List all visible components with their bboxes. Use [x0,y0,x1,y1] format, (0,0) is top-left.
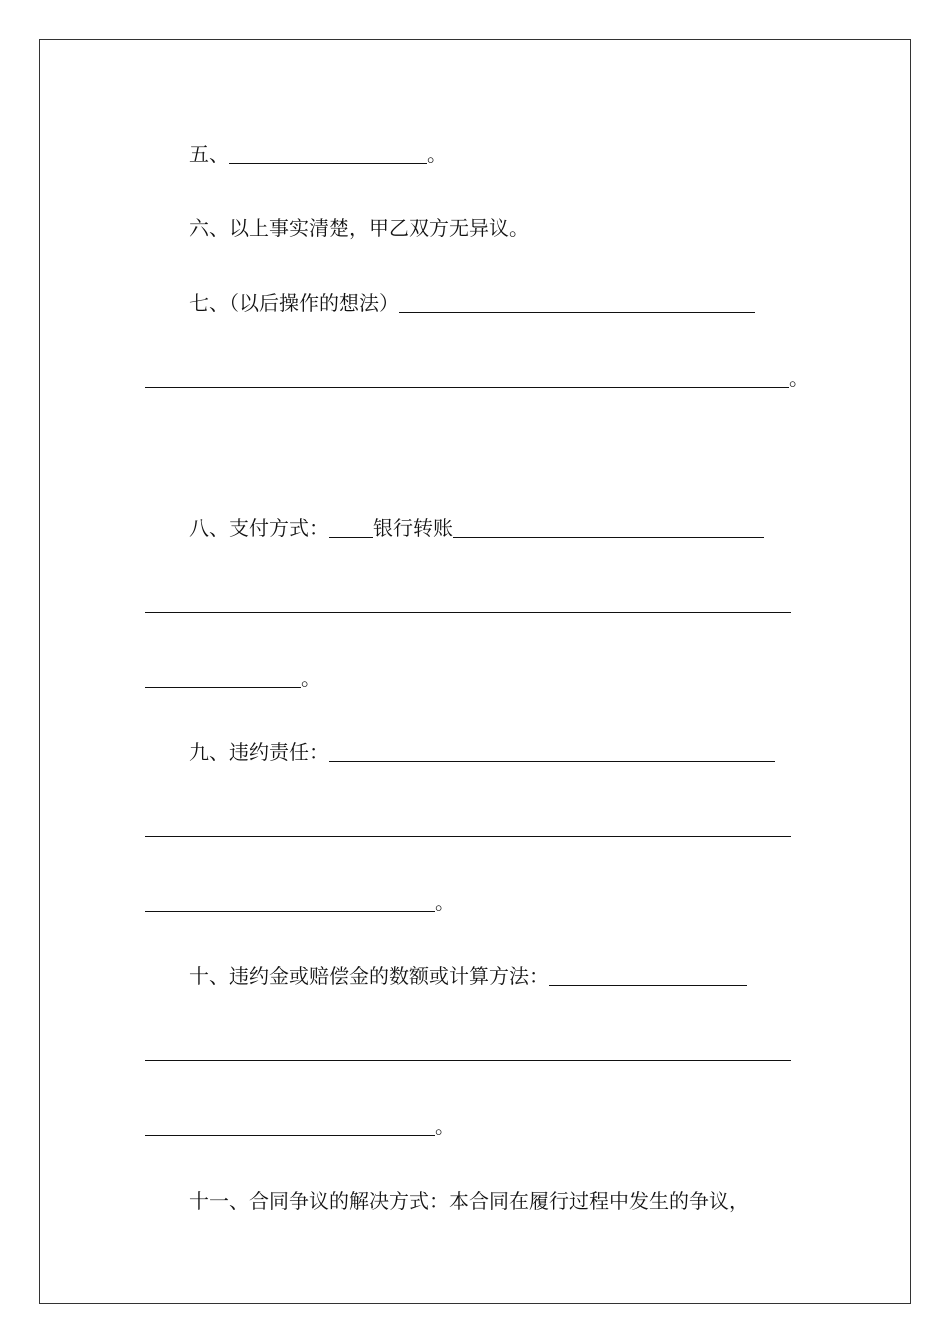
item-8-fill: 银行转账 [373,516,453,540]
item-7-end: 。 [789,366,809,390]
item-8-label: 八、支付方式： [189,516,329,540]
item-7-blank-1[interactable] [399,292,755,313]
item-10-line [189,958,747,988]
item-10-line-2 [145,1033,791,1063]
item-6-text: 六、以上事实清楚，甲乙双方无异议。 [189,216,529,240]
item-8-line-3 [145,660,321,690]
item-8-end: 。 [301,666,321,690]
item-5-end: 。 [427,142,447,166]
item-9-label: 九、违约责任： [189,740,329,764]
item-8-line-2 [145,585,791,615]
item-10-blank-3[interactable] [145,1115,435,1136]
item-9-blank-3[interactable] [145,891,435,912]
item-7-line [189,285,755,315]
item-11-line [189,1183,749,1213]
item-9-line [189,734,775,764]
item-5-blank[interactable] [229,143,427,164]
item-8-blank-1[interactable] [453,517,764,538]
item-11-text: 十一、合同争议的解决方式：本合同在履行过程中发生的争议， [189,1189,749,1213]
item-10-end: 。 [435,1114,455,1138]
item-8-blank-pre[interactable] [329,517,373,538]
item-8-blank-2[interactable] [145,592,791,613]
item-9-line-3 [145,884,455,914]
item-8-line [189,510,764,540]
item-8-blank-3[interactable] [145,667,301,688]
item-10-line-3 [145,1108,455,1138]
item-6-line [189,210,529,240]
item-7-label: 七、（以后操作的想法） [189,291,399,315]
item-5-line [189,136,447,166]
item-5-label: 五、 [189,142,229,166]
item-7-blank-2[interactable] [145,367,789,388]
item-10-blank-1[interactable] [549,965,747,986]
item-9-blank-2[interactable] [145,816,791,837]
item-10-label: 十、违约金或赔偿金的数额或计算方法： [189,964,549,988]
item-7-line-2 [145,360,809,390]
item-9-end: 。 [435,890,455,914]
item-9-line-2 [145,809,791,839]
item-10-blank-2[interactable] [145,1040,791,1061]
item-9-blank-1[interactable] [329,741,775,762]
